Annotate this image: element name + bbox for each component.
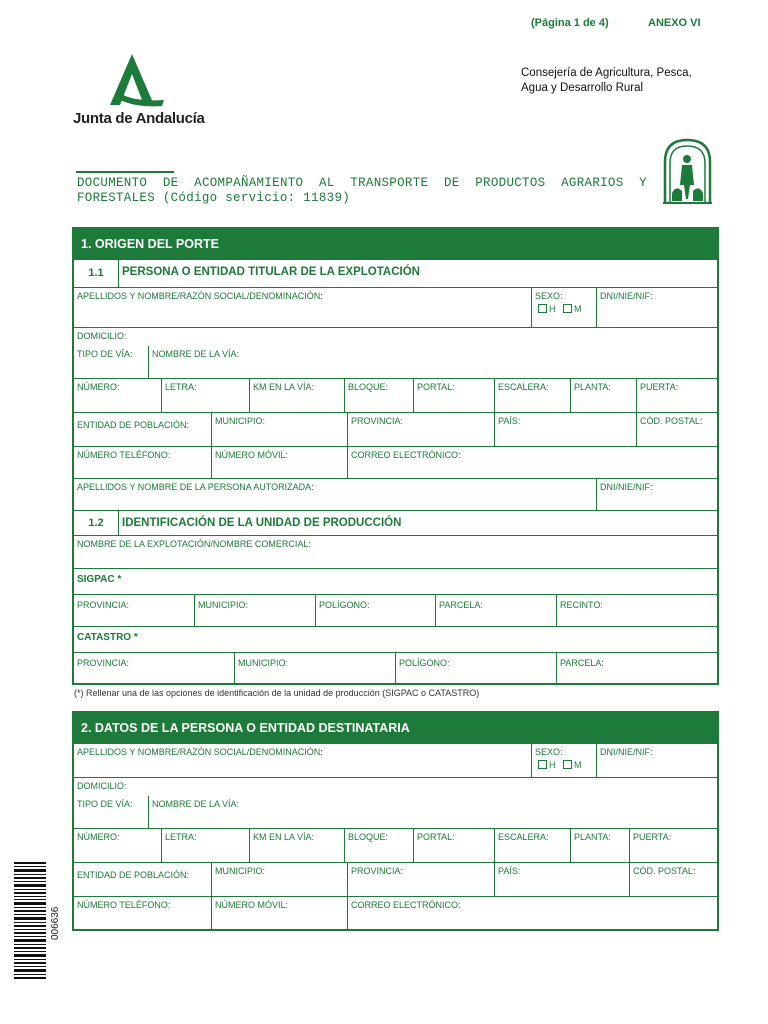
autorizada-field[interactable] [74, 479, 596, 510]
dest-provincia-field[interactable] [347, 863, 494, 896]
escalera-label: ESCALERA: [498, 382, 549, 392]
apellidos-label: APELLIDOS Y NOMBRE/RAZÓN SOCIAL/DENOMINACIÓN: [77, 291, 323, 301]
dest-address-detail-row [74, 828, 717, 862]
km-label: KM EN LA VÍA: [253, 382, 315, 392]
dest-provincia-label: PROVINCIA: [351, 866, 404, 876]
nombre-via-field[interactable] [148, 346, 717, 378]
dest-portal-label: PORTAL: [417, 832, 455, 842]
address-detail-row [74, 378, 717, 412]
dest-nombre-via-label: NOMBRE DE LA VÍA: [152, 799, 240, 809]
dest-municipio-field[interactable] [211, 863, 347, 896]
bloque-field[interactable] [344, 379, 413, 412]
correo-field[interactable] [347, 447, 717, 478]
dest-correo-field[interactable] [347, 897, 717, 929]
dest-pais-label: PAÍS: [498, 866, 521, 876]
dest-sexo-field [531, 744, 596, 777]
titular-name-row [74, 287, 717, 327]
sigpac-parcela-field[interactable] [435, 594, 556, 626]
correo-label: CORREO ELECTRÓNICO: [351, 450, 461, 460]
catastro-row [74, 626, 717, 683]
telefono-field[interactable] [74, 447, 211, 478]
domicilio-row [74, 327, 717, 378]
logo-text: Junta de Andalucía [73, 110, 205, 127]
dest-numero-label: NÚMERO: [77, 832, 120, 842]
location-row [74, 412, 717, 446]
sigpac-poligono-label: POLÍGONO: [319, 600, 370, 610]
dest-telefono-label: NÚMERO TELÉFONO: [77, 900, 171, 910]
planta-label: PLANTA: [574, 382, 611, 392]
planta-field[interactable] [570, 379, 636, 412]
dest-km-label: KM EN LA VÍA: [253, 832, 315, 842]
dest-sexo-label: SEXO: [535, 747, 563, 757]
cod-postal-field[interactable] [636, 413, 717, 446]
dest-puerta-field[interactable] [629, 829, 717, 862]
dest-movil-field[interactable] [211, 897, 347, 929]
sexo-m-label: M [574, 304, 582, 314]
dest-sexo-m-checkbox[interactable] [563, 760, 572, 769]
sexo-label: SEXO: [535, 291, 563, 301]
letra-label: LETRA: [165, 382, 197, 392]
entidad-label: ENTIDAD DE POBLACIÓN: [77, 420, 190, 430]
dest-telefono-field[interactable] [74, 897, 211, 929]
dest-puerta-label: PUERTA: [633, 832, 672, 842]
subsection-1-1-title: PERSONA O ENTIDAD TITULAR DE LA EXPLOTACIÓN [122, 266, 420, 278]
catastro-provincia-label: PROVINCIA: [77, 658, 130, 668]
catastro-poligono-field[interactable] [395, 652, 556, 683]
annex-label: ANEXO VI [648, 17, 701, 29]
dest-letra-label: LETRA: [165, 832, 197, 842]
pais-field[interactable] [494, 413, 636, 446]
provincia-label: PROVINCIA: [351, 416, 404, 426]
dest-bloque-field[interactable] [344, 829, 413, 862]
subsection-1-2-header [74, 510, 717, 535]
apellidos-field[interactable] [74, 288, 531, 327]
dest-dni-label: DNI/NIE/NIF: [600, 747, 653, 757]
barcode-number: 006636 [50, 906, 61, 940]
dest-dni-field[interactable] [596, 744, 717, 777]
dest-nombre-via-field[interactable] [148, 796, 717, 828]
barcode [14, 862, 46, 980]
sigpac-row [74, 568, 717, 626]
numero-field[interactable] [74, 379, 161, 412]
andalucia-emblem-icon [660, 137, 715, 204]
sigpac-provincia-field[interactable] [74, 594, 194, 626]
movil-label: NÚMERO MÓVIL: [215, 450, 289, 460]
dest-location-row [74, 862, 717, 896]
subsection-1-1-header [74, 259, 717, 287]
catastro-municipio-field[interactable] [234, 652, 395, 683]
dest-apellidos-field[interactable] [74, 744, 531, 777]
dest-municipio-label: MUNICIPIO: [215, 866, 266, 876]
municipio-field[interactable] [211, 413, 347, 446]
sexo-field [531, 288, 596, 327]
dest-numero-field[interactable] [74, 829, 161, 862]
page-indicator: (Página 1 de 4) [531, 17, 609, 29]
entidad-field[interactable] [74, 413, 211, 446]
dest-apellidos-label: APELLIDOS Y NOMBRE/RAZÓN SOCIAL/DENOMINACIÓN: [77, 747, 323, 757]
nombre-explotacion-label: NOMBRE DE LA EXPLOTACIÓN/NOMBRE COMERCIAL: [77, 539, 311, 549]
dest-domicilio-row [74, 777, 717, 828]
identification-note: (*) Rellenar una de las opciones de identificación de la unidad de producción (SIGPAC o CATASTRO) [74, 688, 480, 698]
catastro-parcela-label: PARCELA: [560, 658, 604, 668]
portal-field[interactable] [413, 379, 494, 412]
sexo-h-checkbox[interactable] [538, 304, 547, 313]
dest-escalera-label: ESCALERA: [498, 832, 549, 842]
escalera-field[interactable] [494, 379, 570, 412]
autorizada-label: APELLIDOS Y NOMBRE DE LA PERSONA AUTORIZADA: [77, 482, 314, 492]
pais-label: PAÍS: [498, 416, 521, 426]
sexo-h-label: H [549, 304, 556, 314]
dest-km-field[interactable] [249, 829, 344, 862]
title-rule [76, 171, 174, 173]
dest-movil-label: NÚMERO MÓVIL: [215, 900, 289, 910]
catastro-municipio-label: MUNICIPIO: [238, 658, 289, 668]
section-2-title: 2. DATOS DE LA PERSONA O ENTIDAD DESTINATARIA [74, 713, 717, 743]
dest-contact-row [74, 896, 717, 929]
bloque-label: BLOQUE: [348, 382, 389, 392]
consejeria-line-1: Consejería de Agricultura, Pesca, [521, 67, 692, 79]
letra-field[interactable] [161, 379, 249, 412]
puerta-field[interactable] [636, 379, 717, 412]
dest-bloque-label: BLOQUE: [348, 832, 389, 842]
dni-label: DNI/NIE/NIF: [600, 291, 653, 301]
contact-row [74, 446, 717, 478]
dest-planta-field[interactable] [570, 829, 629, 862]
dest-pais-field[interactable] [494, 863, 629, 896]
subsection-1-1-number: 1.1 [74, 260, 119, 287]
dest-cod-postal-label: CÓD. POSTAL: [633, 866, 696, 876]
puerta-label: PUERTA: [640, 382, 679, 392]
section-datos-destinataria [72, 711, 719, 931]
dest-domicilio-label: DOMICILIO: [77, 781, 127, 791]
dni-field[interactable] [596, 288, 717, 327]
dest-portal-field[interactable] [413, 829, 494, 862]
numero-label: NÚMERO: [77, 382, 120, 392]
catastro-provincia-field[interactable] [74, 652, 234, 683]
portal-label: PORTAL: [417, 382, 455, 392]
km-field[interactable] [249, 379, 344, 412]
subsection-1-2-title: IDENTIFICACIÓN DE LA UNIDAD DE PRODUCCIÓN [122, 517, 402, 529]
subsection-1-2-number: 1.2 [74, 511, 119, 535]
consejeria-line-2: Agua y Desarrollo Rural [521, 82, 644, 94]
tipo-via-label: TIPO DE VÍA: [77, 349, 133, 359]
sigpac-municipio-field[interactable] [194, 594, 315, 626]
municipio-label: MUNICIPIO: [215, 416, 266, 426]
nombre-via-label: NOMBRE DE LA VÍA: [152, 349, 240, 359]
document-title: DOCUMENTO DE ACOMPAÑAMIENTO AL TRANSPORTE DE PRODUCTOS AGRARIOS Y FORESTALES (Código servicio: 11839) [77, 176, 647, 205]
catastro-poligono-label: POLÍGONO: [399, 658, 450, 668]
movil-field[interactable] [211, 447, 347, 478]
sigpac-label: SIGPAC * [77, 574, 122, 585]
dest-name-row [74, 743, 717, 777]
nombre-explotacion-field[interactable] [74, 536, 717, 568]
catastro-label: CATASTRO * [77, 632, 138, 643]
provincia-field[interactable] [347, 413, 494, 446]
dest-entidad-field[interactable] [74, 863, 211, 896]
dest-entidad-label: ENTIDAD DE POBLACIÓN: [77, 870, 190, 880]
dest-escalera-field[interactable] [494, 829, 570, 862]
telefono-label: NÚMERO TELÉFONO: [77, 450, 171, 460]
autorizada-dni-label: DNI/NIE/NIF: [600, 482, 653, 492]
dest-sexo-h-label: H [549, 760, 556, 770]
autorizada-row [74, 478, 717, 510]
sigpac-parcela-label: PARCELA: [439, 600, 483, 610]
dest-sexo-h-checkbox[interactable] [538, 760, 547, 769]
dest-correo-label: CORREO ELECTRÓNICO: [351, 900, 461, 910]
tipo-via-field[interactable] [74, 346, 148, 378]
section-origen-del-porte [72, 227, 719, 685]
dest-tipo-via-label: TIPO DE VÍA: [77, 799, 133, 809]
nombre-explotacion-row [74, 535, 717, 568]
dest-letra-field[interactable] [161, 829, 249, 862]
sexo-m-checkbox[interactable] [563, 304, 572, 313]
autorizada-dni-field[interactable] [596, 479, 717, 510]
domicilio-label: DOMICILIO: [77, 331, 127, 341]
sigpac-recinto-label: RECINTO: [560, 600, 603, 610]
section-1-title: 1. ORIGEN DEL PORTE [74, 229, 717, 259]
cod-postal-label: CÓD. POSTAL: [640, 416, 703, 426]
dest-cod-postal-field[interactable] [629, 863, 717, 896]
consejeria-name [521, 66, 692, 96]
sigpac-poligono-field[interactable] [315, 594, 435, 626]
dest-sexo-m-label: M [574, 760, 582, 770]
dest-planta-label: PLANTA: [574, 832, 611, 842]
sigpac-provincia-label: PROVINCIA: [77, 600, 130, 610]
catastro-parcela-field[interactable] [556, 652, 717, 683]
sigpac-recinto-field[interactable] [556, 594, 717, 626]
dest-tipo-via-field[interactable] [74, 796, 148, 828]
sigpac-municipio-label: MUNICIPIO: [198, 600, 249, 610]
